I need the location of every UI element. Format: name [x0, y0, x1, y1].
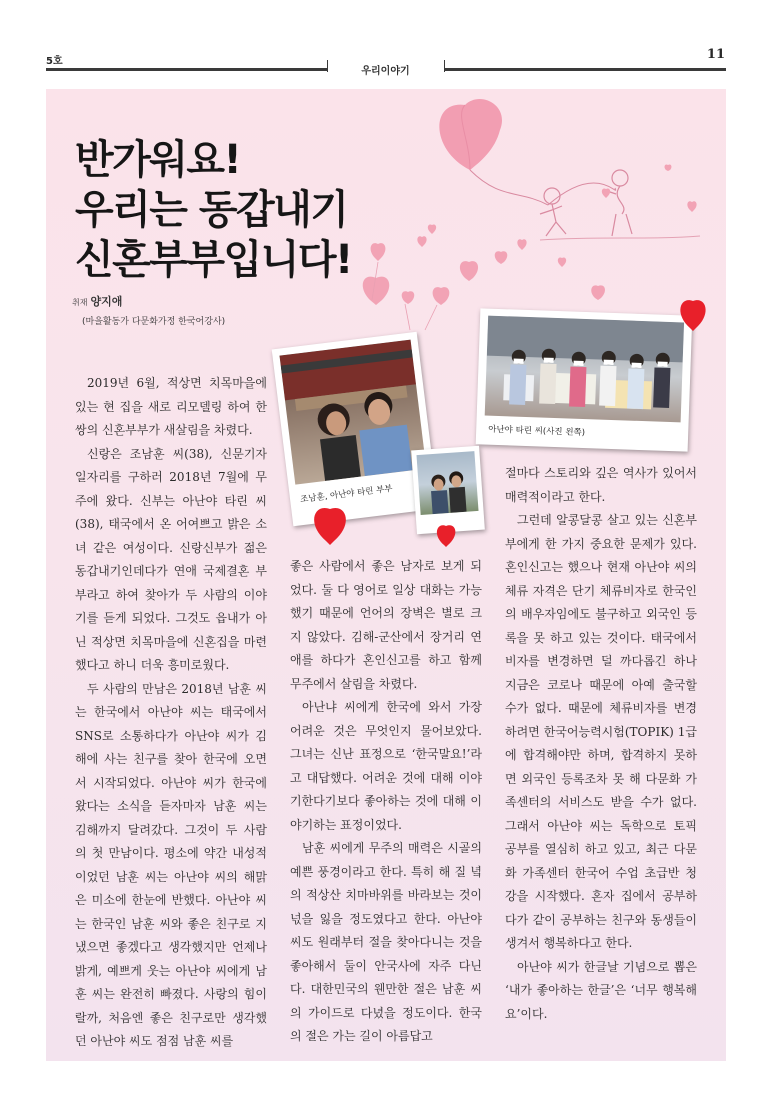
- couple-small-photo: [411, 446, 485, 535]
- issue-number: 5호: [46, 56, 63, 67]
- couple-photo-caption: 조남훈, 아난야 타린 부부: [299, 483, 394, 506]
- section-title: 우리이야기: [361, 66, 410, 77]
- paragraph: 절마다 스토리와 깊은 역사가 있어서 매력적이라고 한다.: [505, 466, 697, 504]
- article-title: [75, 135, 352, 285]
- article-column-2: [290, 555, 482, 1049]
- paragraph: 그런데 알콩달콩 살고 있는 신혼부부에게 한 가지 중요한 문제가 있다. 혼인신고는 했으나 현재 아난야 씨의 체류 자격은 단기 체류비자로 한국인의 배우자임에도 불구하고 외국인 등록을 못 하고 있는 것이다. 태국에서 비자를 변경하면 덜 까다롭긴 하나 지금은 코로나 때문에 아예 출국할 수가 없다. 때문에 체류비자를 변경하려면 한국어능력시험(TOPIK) 1급에 합격해야만 하며, 합격하지 못하면 외국인 등록조차 못 해 다문화 가족센터의 서비스도 받을 수가 없다. 그래서 아난야 씨는 독학으로 토픽 공부를 열심히 하고 있고, 최근 다문화 가족센터 한국어 수업 초급반 청강을 시작했다. 혼자 집에서 공부하다가 같이 공부하는 친구와 동생들이 생겨서 행복하다고 한다.: [505, 513, 697, 950]
- kid-sketch-icon: [604, 170, 632, 236]
- title-line: 우리는 동갑내기: [75, 187, 348, 233]
- reporter-name: 양지애: [90, 295, 123, 308]
- title-line: 반가워요!: [75, 137, 241, 183]
- class-photo-image: [485, 316, 684, 423]
- paragraph: 신랑은 조남훈 씨(38), 신문기자 일자리를 구하러 2018년 7월에 무주에 왔다. 신부는 아난야 타린 씨(38), 태국에서 온 어여쁘고 밝은 소녀 같은 여성이다. 신랑신부가 젊은 동갑내기인데다가 연애 국제결혼 부부라고 하여 찾아가 두 사람의 이야기를 듣게 되었다. 그것도 읍내가 아닌 적상면 치목마을에 신혼집을 마련했다고 하니 더욱 흥미로웠다.: [75, 446, 267, 672]
- paragraph: 아난야 씨가 한글날 기념으로 뽑은 ‘내가 좋아하는 한글’은 ‘너무 행복해요’이다.: [505, 959, 697, 1021]
- couple-photo: [272, 332, 439, 526]
- byline-label: 취재: [72, 298, 88, 307]
- class-photo-caption: 아난야 타린 씨(사진 왼쪽): [488, 424, 586, 439]
- paragraph: 2019년 6월, 적상면 치목마을에 있는 현 집을 새로 리모델링 하여 한 쌍의 신혼부부가 새살림을 차렸다.: [75, 376, 267, 437]
- class-photo: [476, 308, 693, 451]
- paragraph: 남훈 씨에게 무주의 매력은 시골의 예쁜 풍경이라고 한다. 특히 해 질 녘의 적상산 치마바위를 바라보는 것이 넋을 잃을 정도였다고 한다. 아난야 씨도 원래부터 절을 찾아다니는 것을 좋아해서 둘이 안국사에 자주 다닌다. 대한민국의 웬만한 절은 남훈 씨의 가이드로 다녔을 정도이다. 한국의 절은 가는 길이 아름답고: [290, 841, 482, 1043]
- reporter-affiliation: (마을활동가 다문화가정 한국어강사): [82, 317, 226, 327]
- article-column-1: [75, 372, 267, 1054]
- article-column-3: [505, 462, 697, 1026]
- pink-hearts: [363, 164, 697, 305]
- paragraph: 두 사람의 만남은 2018년 남훈 씨는 한국에서 아난야 씨는 태국에서 SNS로 소통하다가 아난야 씨가 김해에 사는 친구를 찾아 한국에 오면서 시작되었다. 아난야 씨가 한국에 왔다는 소식을 듣자마자 남훈 씨는 김해까지 달려갔다. 그것이 두 사람의 첫 만남이다. 평소에 약간 내성적이었던 남훈 씨는 아난야 씨의 해맑은 미소에 한눈에 반했다. 아난야 씨는 한국인 남훈 씨와 좋은 친구로 지냈으면 좋겠다고 생각했지만 언제나 밝게, 예쁘게 웃는 아난야 씨에게 남훈 씨는 완전히 빠졌다. 사랑의 힘이랄까, 처음엔 좋은 친구로만 생각했던 아난야 씨도 점점 남훈 씨를: [75, 681, 267, 1048]
- kid-sketch-icon: [540, 188, 566, 236]
- couple-small-photo-image: [416, 451, 478, 515]
- page-number: 11: [706, 47, 725, 62]
- paragraph: 좋은 사람에서 좋은 남자로 보게 되었다. 둘 다 영어로 일상 대화는 가능했기 때문에 언어의 장벽은 별로 크지 않았다. 김해-군산에서 장거리 연애를 하다가 혼인신고를 하고 함께 무주에서 살림을 차렸다.: [290, 559, 482, 691]
- couple-photo-image: [279, 340, 426, 485]
- byline: [72, 293, 122, 309]
- title-line: 신혼부부입니다!: [75, 237, 352, 283]
- paragraph: 아난냐 씨에게 한국에 와서 가장 어려운 것은 무엇인지 물어보았다. 그녀는 신난 표정으로 ‘한국말요!’라고 대답했다. 어려운 것에 대해 이야기한다기보다 좋아하는 것에 대해 이야기하는 표정이었다.: [290, 700, 482, 832]
